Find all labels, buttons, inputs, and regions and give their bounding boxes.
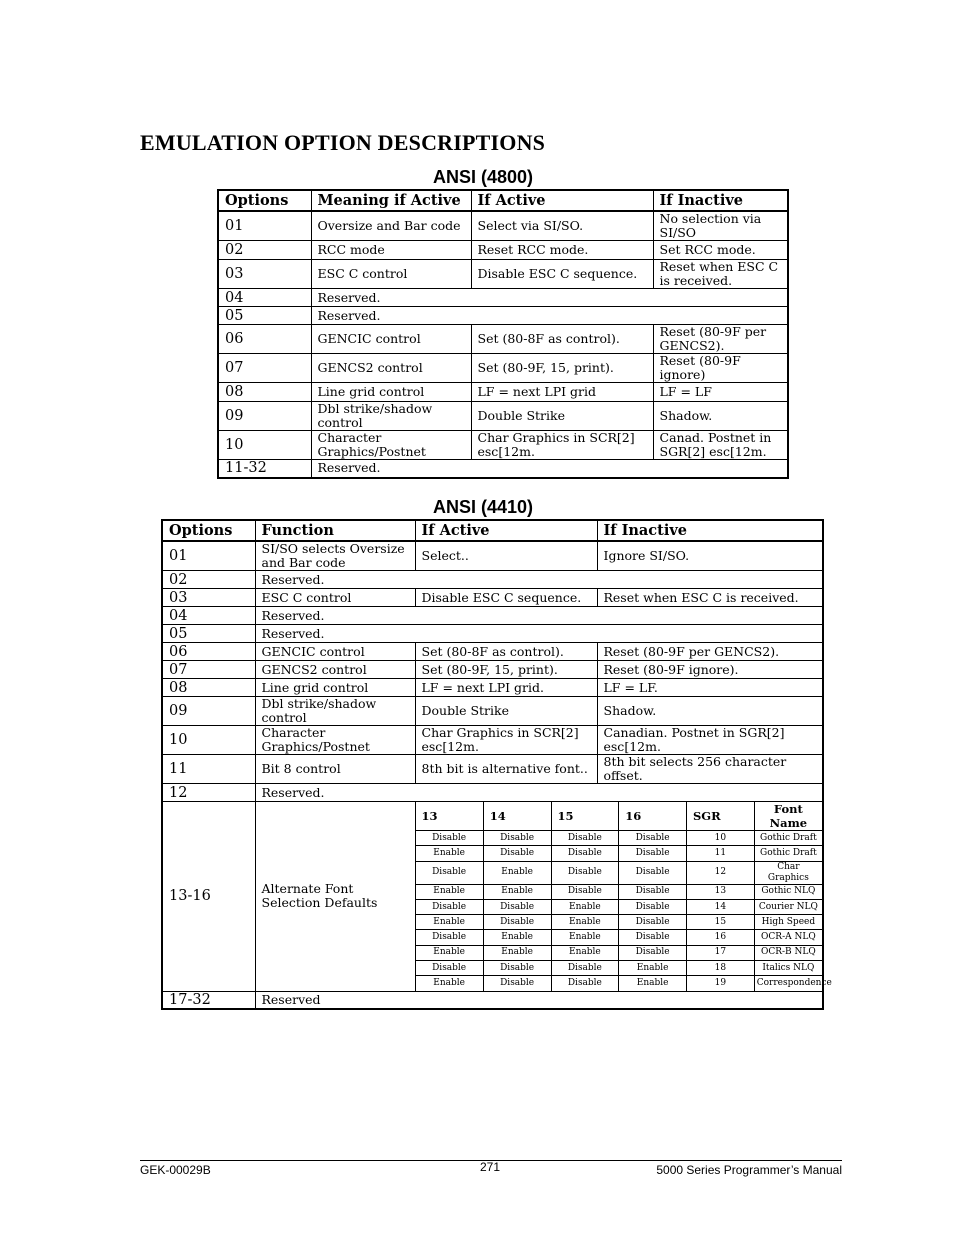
font-cell: 17 [687,945,755,960]
font-cell: 10 [687,831,755,846]
alternate-font-table [416,802,832,991]
option-number: 10 [162,726,255,755]
font-cell: Enable [416,884,484,899]
option-cell: Dbl strike/shadow control [255,697,415,726]
option-number: 11-32 [218,460,311,478]
font-row [416,976,823,991]
table-row [162,679,823,697]
option-description: Reserved. [255,607,823,625]
option-description: Reserved. [311,307,788,325]
table-row [218,260,788,289]
footer-doc-id: GEK-00029B [140,1163,211,1177]
option-number: 02 [218,241,311,260]
table-row [162,643,823,661]
option-number: 01 [162,541,255,571]
font-cell: Enable [551,915,619,930]
option-number: 05 [218,307,311,325]
option-cell: ESC C control [311,260,471,289]
option-cell: Reset when ESC C is received. [653,260,788,289]
ansi4410-title: ANSI (4410) [433,497,534,517]
font-cell: 18 [687,961,755,976]
option-number: 05 [162,625,255,643]
font-cell: Disable [551,861,619,884]
option-cell: Reset (80-9F ignore) [653,354,788,383]
table-row [218,354,788,383]
font-cell: 15 [687,915,755,930]
option-cell: LF = LF. [597,679,823,697]
option-cell: LF = next LPI grid [471,383,653,402]
option-cell: Disable ESC C sequence. [415,589,597,607]
option-number: 06 [218,325,311,354]
font-cell: OCR-B NLQ [754,945,822,960]
table-row [162,784,823,802]
footer-manual-title: 5000 Series Programmer’s Manual [656,1163,842,1177]
table-row [162,726,823,755]
font-cell: Disable [416,961,484,976]
option-cell: RCC mode [311,241,471,260]
font-cell: Enable [483,930,551,945]
option-cell: No selection via SI/SO [653,211,788,241]
table-row [162,571,823,589]
font-cell: Disable [416,930,484,945]
option-number: 12 [162,784,255,802]
table-row [218,307,788,325]
table-row [218,211,788,241]
option-number: 11 [162,755,255,784]
font-cell: Disable [416,831,484,846]
font-cell: Disable [619,930,687,945]
font-cell: Disable [551,884,619,899]
table-row [162,541,823,571]
option-cell: Shadow. [597,697,823,726]
option-cell: Ignore SI/SO. [597,541,823,571]
option-number: 04 [218,289,311,307]
option-cell: Character Graphics/Postnet [255,726,415,755]
font-column-header: 15 [551,802,619,831]
font-cell: Disable [551,831,619,846]
font-cell: Courier NLQ [754,899,822,914]
font-cell: Disable [483,915,551,930]
option-cell: Shadow. [653,402,788,431]
option-cell: SI/SO selects Oversize and Bar code [255,541,415,571]
font-cell: 14 [687,899,755,914]
column-header: If Active [415,520,597,541]
font-cell: Enable [483,945,551,960]
font-cell: Enable [416,945,484,960]
font-cell: Gothic Draft [754,831,822,846]
font-row [416,915,823,930]
ansi4410-table [161,519,832,1010]
ansi4800-title: ANSI (4800) [433,167,534,187]
font-cell: 16 [687,930,755,945]
table-row [162,625,823,643]
font-row [416,961,823,976]
option-number: 03 [218,260,311,289]
font-cell: Disable [483,899,551,914]
option-cell: Reset (80-9F ignore). [597,661,823,679]
option-cell: GENCIC control [311,325,471,354]
table-row [218,325,788,354]
font-column-header: 16 [619,802,687,831]
font-cell: Gothic Draft [754,846,822,861]
font-cell: Enable [416,915,484,930]
option-cell: Reset (80-9F per GENCS2). [597,643,823,661]
font-cell: Italics NLQ [754,961,822,976]
option-cell: Set RCC mode. [653,241,788,260]
option-cell: Canadian. Postnet in SGR[2] esc[12m. [597,726,823,755]
font-cell: Disable [416,899,484,914]
column-header: Options [218,190,311,211]
option-cell: Char Graphics in SCR[2] esc[12m. [415,726,597,755]
font-cell: Enable [483,861,551,884]
table-row [218,460,788,478]
font-cell: Enable [551,899,619,914]
table-row [162,755,823,784]
option-cell: Select via SI/SO. [471,211,653,241]
option-cell: Reset (80-9F per GENCS2). [653,325,788,354]
option-cell: GENCIC control [255,643,415,661]
option-number: 07 [162,661,255,679]
footer-page-number: 271 [480,1160,501,1174]
table-row [218,383,788,402]
alternate-font-matrix-cell [415,802,832,992]
option-cell: Alternate Font Selection Defaults [255,802,415,992]
font-cell: Disable [551,976,619,991]
font-cell: Enable [551,945,619,960]
font-cell: Disable [619,831,687,846]
option-description: Reserved. [255,625,823,643]
font-cell: Disable [619,915,687,930]
font-cell: Gothic NLQ [754,884,822,899]
font-cell: Disable [483,976,551,991]
page-title: EMULATION OPTION DESCRIPTIONS [140,130,546,155]
font-cell: OCR-A NLQ [754,930,822,945]
font-cell: 13 [687,884,755,899]
font-cell: Disable [619,884,687,899]
table-row [162,607,823,625]
font-row [416,899,823,914]
font-cell: Disable [619,846,687,861]
option-cell: Select.. [415,541,597,571]
option-cell: Set (80-8F as control). [471,325,653,354]
option-cell: 8th bit selects 256 character offset. [597,755,823,784]
option-cell: Disable ESC C sequence. [471,260,653,289]
option-number: 07 [218,354,311,383]
option-cell: Set (80-9F, 15, print). [415,661,597,679]
option-cell: ESC C control [255,589,415,607]
option-number: 10 [218,431,311,460]
column-header: Meaning if Active [311,190,471,211]
option-number: 09 [218,402,311,431]
option-cell: Reset RCC mode. [471,241,653,260]
option-cell: GENCS2 control [311,354,471,383]
font-cell: Enable [619,976,687,991]
option-cell: LF = next LPI grid. [415,679,597,697]
option-description: Reserved. [255,784,823,802]
font-cell: Enable [483,884,551,899]
ansi4800-table [217,189,789,479]
font-cell: Disable [619,945,687,960]
option-description: Reserved. [311,289,788,307]
column-header: Options [162,520,255,541]
font-cell: Disable [483,846,551,861]
column-header: If Active [471,190,653,211]
table-row [162,589,823,607]
option-cell: Char Graphics in SCR[2] esc[12m. [471,431,653,460]
option-description: Reserved [255,991,823,1009]
font-column-header: Font Name [754,802,822,831]
option-number: 13-16 [162,802,255,992]
font-cell: Correspondence [754,976,822,991]
option-description: Reserved. [311,460,788,478]
font-cell: Disable [551,961,619,976]
option-number: 03 [162,589,255,607]
font-column-header: 13 [416,802,484,831]
column-header: If Inactive [597,520,823,541]
option-cell: Dbl strike/shadow control [311,402,471,431]
column-header: Function [255,520,415,541]
table-row [218,402,788,431]
option-cell: Character Graphics/Postnet [311,431,471,460]
font-row [416,831,823,846]
option-number: 17-32 [162,991,255,1009]
option-number: 08 [162,679,255,697]
option-cell: Line grid control [255,679,415,697]
option-cell: Oversize and Bar code [311,211,471,241]
font-row [416,930,823,945]
font-cell: Enable [416,976,484,991]
font-column-header: SGR [687,802,755,831]
font-cell: High Speed [754,915,822,930]
option-description: Reserved. [255,571,823,589]
option-number: 04 [162,607,255,625]
option-cell: Double Strike [415,697,597,726]
font-row [416,945,823,960]
option-number: 06 [162,643,255,661]
font-cell: Enable [619,961,687,976]
font-cell: Char Graphics [754,861,822,884]
option-cell: Canad. Postnet in SGR[2] esc[12m. [653,431,788,460]
font-column-header: 14 [483,802,551,831]
option-cell: Line grid control [311,383,471,402]
table-row [162,802,823,992]
option-cell: Bit 8 control [255,755,415,784]
option-number: 02 [162,571,255,589]
table-row [162,697,823,726]
option-cell: LF = LF [653,383,788,402]
option-cell: 8th bit is alternative font.. [415,755,597,784]
font-cell: 12 [687,861,755,884]
option-number: 09 [162,697,255,726]
option-cell: Double Strike [471,402,653,431]
option-cell: Set (80-8F as control). [415,643,597,661]
font-cell: Enable [416,846,484,861]
column-header: If Inactive [653,190,788,211]
font-cell: Disable [483,961,551,976]
font-row [416,884,823,899]
table-row [162,661,823,679]
option-number: 08 [218,383,311,402]
table-row [218,241,788,260]
option-cell: Set (80-9F, 15, print). [471,354,653,383]
option-cell: Reset when ESC C is received. [597,589,823,607]
option-number: 01 [218,211,311,241]
font-row [416,861,823,884]
font-cell: 11 [687,846,755,861]
font-cell: 19 [687,976,755,991]
font-cell: Disable [619,899,687,914]
table-row [218,431,788,460]
font-cell: Disable [416,861,484,884]
table-row [162,991,823,1009]
font-cell: Disable [483,831,551,846]
font-cell: Enable [551,930,619,945]
table-row [218,289,788,307]
option-cell: GENCS2 control [255,661,415,679]
font-cell: Disable [551,846,619,861]
font-row [416,846,823,861]
font-cell: Disable [619,861,687,884]
